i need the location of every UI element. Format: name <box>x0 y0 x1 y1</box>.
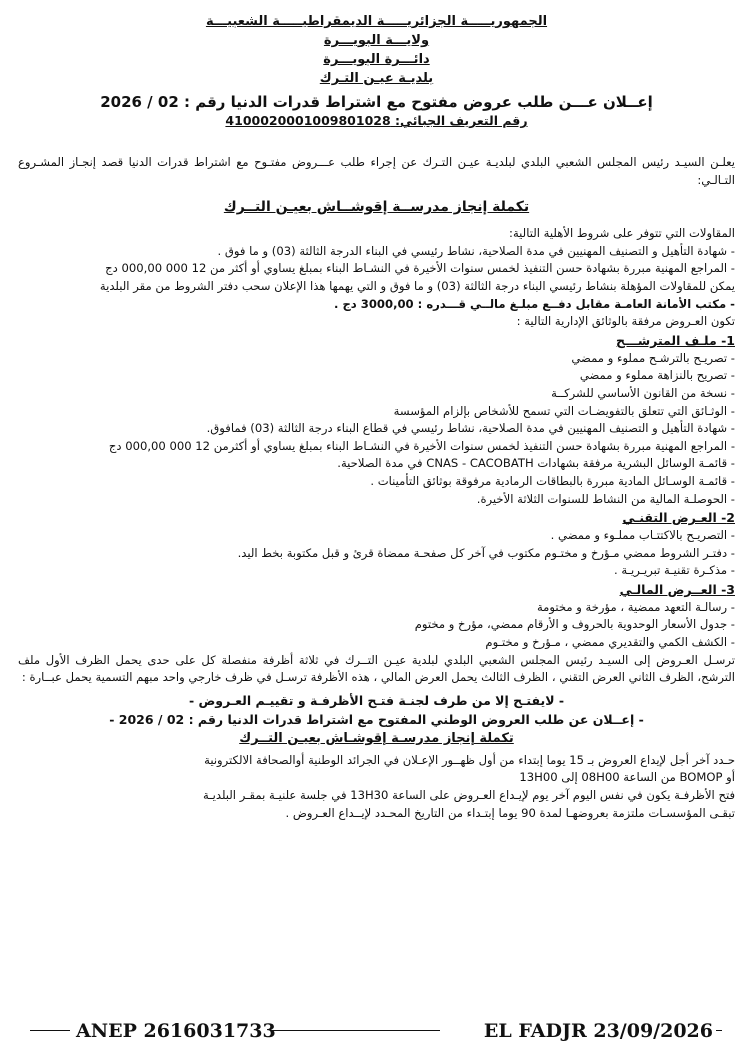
list-item: - الوثـائق التي تتعلق بالتفويضـات التي تسمح للأشخاص بإلزام المؤسسة <box>393 403 735 418</box>
candidate-file-section <box>18 331 735 508</box>
repeat-project-title: تكملة إنجاز مدرسـة إقوشـاش بعيـن التــرك <box>239 730 514 746</box>
intro-paragraph: يعلـن السيـد رئيس المجلس الشعبي البلدي لبلديـة عيـن التـرك عن إجراء طلب عـــروض مفتـوح مع اشتراط قدرات الدنيا قصد إنجـاز المشـروع التـالـي: <box>18 155 735 187</box>
list-item: - تصريـح بالترشـح مملوء و ممضي <box>571 350 735 365</box>
list-item: - الحوصلـة المالية من النشاط للسنوات الثلاثة الأخيرة. <box>476 491 735 506</box>
list-item: - الكشف الكمي والتقديري ممضي ، مـؤرخ و مختـوم <box>485 635 735 650</box>
list-item: - المراجع المهنية مبررة بشهادة حسن التنفيذ لخمس سنوات الأخيرة في النشـاط البناء بمبلغ يساوي أو أكثرمن 12 000 000,00 دج <box>108 438 735 453</box>
eligibility-item: يمكن للمقاولات المؤهلة بنشاط رئيسي البناء درجة الثالثة (03) و ما فوق و التي يهمها هذا الإعلان سحب دفتر الشروط من مقر البلدية <box>99 278 735 293</box>
financial-offer-section <box>18 580 735 652</box>
submission-paragraph: ترسـل العـروض إلى السيـد رئيس المجلس الشعبي البلدي لبلدية عيـن التــرك في ثلاثة أظرفة منفصلة كل على حدى يحمل الظرف الأول ملف الترشح، الظرف الثاني العرض التقني ، الظرف الثالث يحمل العرض المالي ، هذه الأظرفة ترسـل في ظرف خارجي واحد مبهم التسمية يحمل عبــارة : <box>18 652 735 685</box>
tax-id-line <box>18 112 735 130</box>
list-item: - قائمـة الوسـائل المادية مبررة بالبطاقات الرمادية مرفوقة بوثائق التأمينات . <box>370 473 735 488</box>
eligibility-item: - شهادة التأهيل و التصنيف المهنيين في مدة الصلاحية، نشاط رئيسي في البناء الدرجة الثالثة (03) و ما فوق . <box>217 243 735 258</box>
notice-page <box>18 12 735 822</box>
deadline-block <box>18 752 735 822</box>
envelope-slogan: - لايفتـح إلا من طرف لجنـة فتـح الأظرفـة و تقييـم العـروض - <box>188 692 565 708</box>
list-item: - تصريح بالنزاهة مملوء و ممضي <box>579 368 735 383</box>
list-item: - رسالـة التعهد ممضية ، مؤرخة و مختومة <box>536 599 735 614</box>
anep-reference: ANEP 2616031733 <box>76 1020 276 1042</box>
list-item: - شهادة التأهيل و التصنيف المهنيين في مدة الصلاحية، نشاط رئيسي في قطاع البناء درجة الثالثة (03) فمافوق. <box>206 421 735 436</box>
footer <box>30 1016 719 1046</box>
list-item: - مذكـرة تقنيـة تبريـريـة . <box>614 563 735 578</box>
list-item: - جدول الأسعار الوحدوية بالحروف و الأرقام ممضي، مؤرخ و مختوم <box>414 617 735 632</box>
eligibility-item: - مكتب الأمانة العامـة مقابل دفــع مبلـغ مالــي قـــدره : 3000,00 دج . <box>334 296 735 311</box>
tax-id-label: رقم التعريف الجبائي: <box>395 113 528 128</box>
deadline-line: أو BOMOP من الساعة 08H00 إلى 13H00 <box>519 770 735 785</box>
header-block <box>18 12 735 88</box>
republic-line: الجمهوريـــــة الجزائريـــــة الديمقراطيـــــة الشعبيـــة <box>205 14 548 29</box>
repeat-notice-title: - إعــلان عن طلب العروض الوطني المفتوح مع اشتراط قدرات الدنيا رقم : 02 / 2026 - <box>109 711 644 727</box>
newspaper-date: EL FADJR 23/09/2026 <box>483 1020 713 1042</box>
notice-title: إعــلان عـــن طلب عروض مفتوح مع اشتراط قدرات الدنيا رقم : 02 / 2026 <box>100 93 653 111</box>
composition-heading: تكون العـروض مرفقة بالوثائق الإدارية التالية : <box>516 314 735 329</box>
list-item: - نسخة من القانون الأساسي للشركــة <box>551 385 735 400</box>
list-item: - قائمـة الوسائل البشرية مرفقة بشهادات CNAS - CACOBATH في مدة الصلاحية. <box>337 456 735 471</box>
eligibility-block <box>18 225 735 313</box>
deadline-line: حـدد آخر أجل لإيداع العروض بـ 15 يوما إبتداء من أول ظهــور الإعـلان في الجرائد الوطنية أوالصحافة الالكترونية <box>204 752 735 767</box>
deadline-line: تبقـى المؤسسـات ملتزمة بعروضهـا لمدة 90 يوما إبتـداء من التاريخ المحـدد لإيــداع العـروض . <box>285 805 735 820</box>
deadline-line: فتح الأظرفـة يكون في نفس اليوم آخر يوم لإيـداع العـروض على الساعة 13H30 في جلسة علنيـة بمقـر البلديـة <box>203 788 735 803</box>
project-title: تكملة إنجاز مدرســة إقوشــاش بعيـن التــرك <box>223 199 530 216</box>
tax-id-value: 4100020001009801028 <box>225 113 391 128</box>
list-item: - دفتـر الشروط ممضي مـؤرخ و مختـوم مكتوب في آخر كل صفحـة ممضاة قرئ و قبل مكتوبة بخط اليد. <box>237 545 735 560</box>
daira-line: دائـــرة البويـــرة <box>323 52 430 67</box>
eligibility-item: - المراجع المهنية مبررة بشهادة حسن التنفيذ لخمس سنوات الأخيرة في النشـاط البناء بمبلغ يساوي أو أكثر من 12 000 000,00 دج <box>105 261 735 276</box>
eligibility-heading: المقاولات التي تتوفر على شروط الأهلية التالية: <box>509 226 735 241</box>
commune-line: بلديـة عيـن التـرك <box>319 71 434 86</box>
section-title: 1- ملـف المترشـــح <box>616 332 735 348</box>
technical-offer-section <box>18 508 735 580</box>
section-title: 2- العـرض التقنـي <box>622 510 735 526</box>
list-item: - التصريـح بالاكتتـاب مملـوء و ممضي . <box>550 528 735 543</box>
section-title: 3- العــرض المالـي <box>619 581 735 597</box>
wilaya-line: ولايـــة البويـــرة <box>323 33 430 48</box>
